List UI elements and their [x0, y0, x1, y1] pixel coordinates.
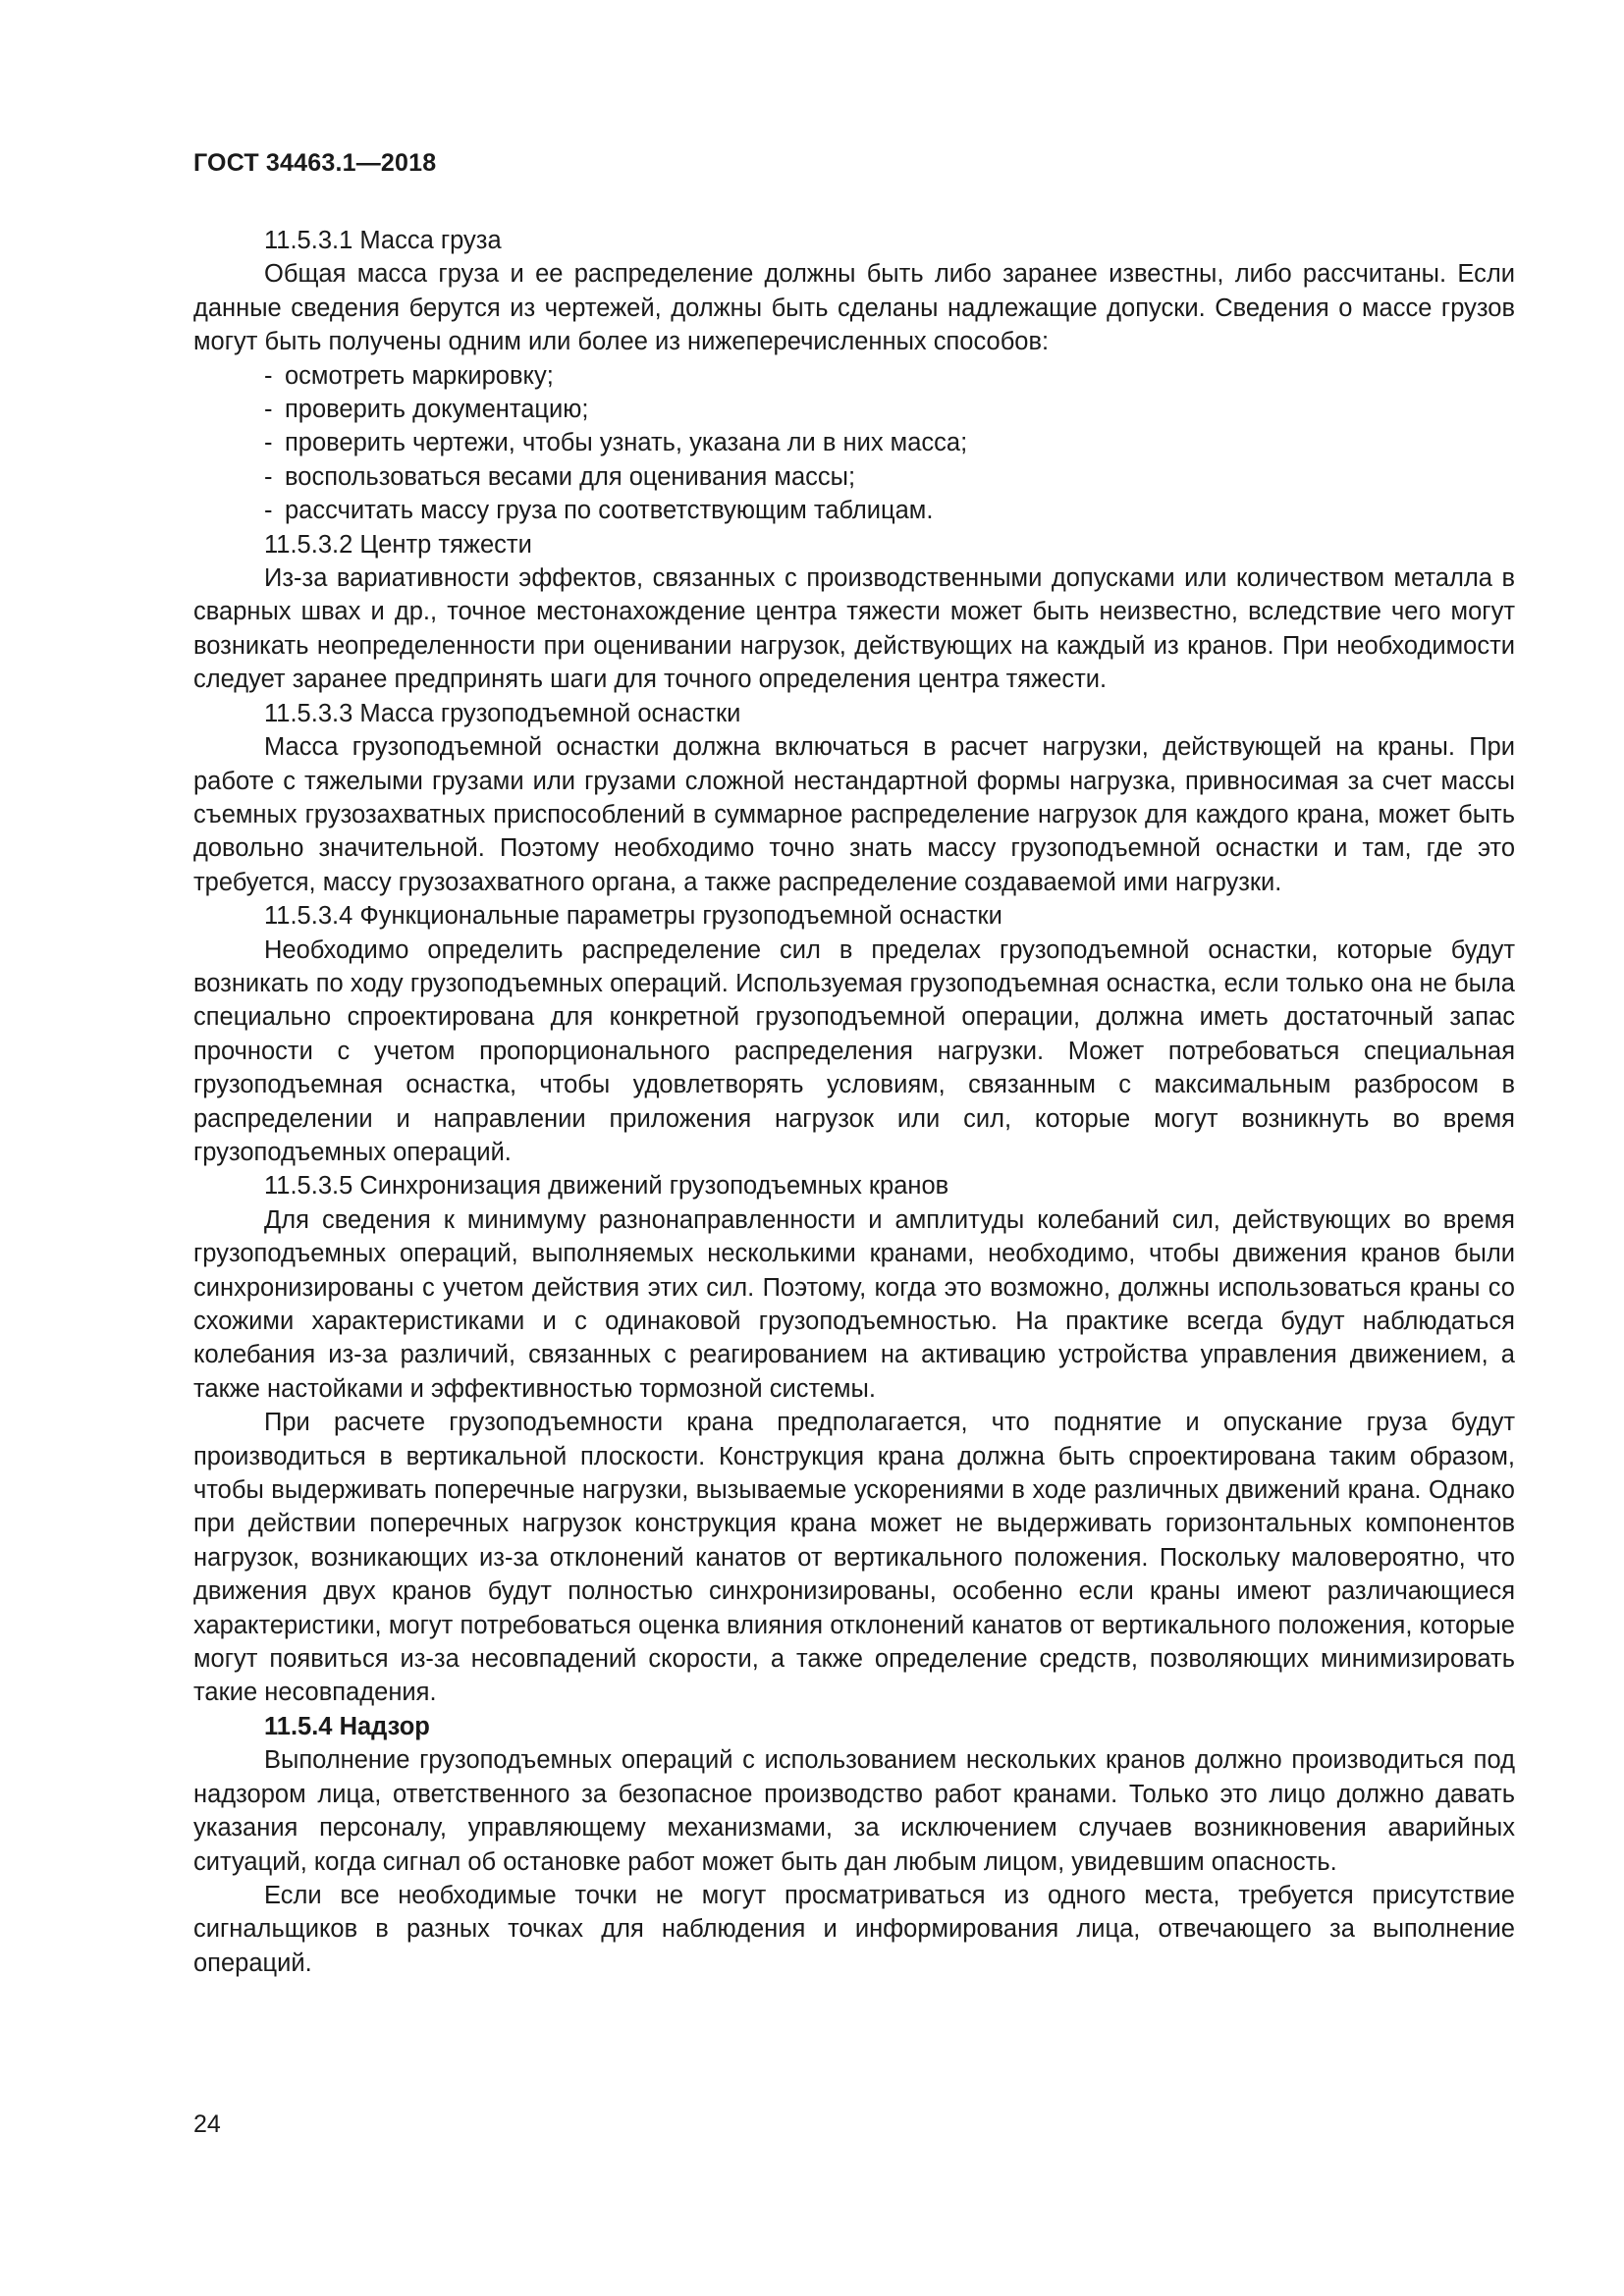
list-item: - проверить чертежи, чтобы узнать, указана ли в них масса; — [264, 429, 968, 457]
paragraph: Из-за вариативности эффектов, связанных с производственными допусками или количеством металла в сварных швах и др., точное местонахождение центра тяжести может быть неизвестно, вследствие чего могут возникать неопределенности при оценивании нагрузок, действующих на каждый из кранов. При необходимости следует заранее предпринять шаги для точного определения центра тяжести. — [193, 564, 1515, 694]
paragraph: Если все необходимые точки не могут просматриваться из одного места, требуется присутствие сигнальщиков в разных точках для наблюдения и информирования лица, отвечающего за выполнение операций. — [193, 1881, 1515, 1977]
list-item: - рассчитать массу груза по соответствующим таблицам. — [264, 497, 934, 525]
section-title-11-5-3-5: 11.5.3.5 Синхронизация движений грузоподъемных кранов — [264, 1172, 949, 1201]
document-code-header: ГОСТ 34463.1—2018 — [193, 149, 437, 177]
paragraph: Выполнение грузоподъемных операций с использованием нескольких кранов должно производиться под надзором лица, ответственного за безопасное производство работ кранами. Только это лицо должно давать указания персоналу, управляющему механизмами, за исключением случаев возникновения аварийных ситуаций, когда сигнал об остановке работ может быть дан любым лицом, увидевшим опасность. — [193, 1746, 1515, 1876]
list-item: - воспользоваться весами для оценивания массы; — [264, 462, 856, 491]
paragraph: Масса грузоподъемной оснастки должна включаться в расчет нагрузки, действующей на краны. При работе с тяжелыми грузами или грузами сложной нестандартной формы нагрузка, привносимая за счет массы съемных грузозахватных приспособлений в суммарное распределение нагрузок для каждого крана, может быть довольно значительной. Поэтому необходимо точно знать массу грузоподъемной оснастки и там, где это требуется, массу грузозахватного органа, а также распределение создаваемой ими нагрузки. — [193, 733, 1515, 896]
section-title-11-5-3-1: 11.5.3.1 Масса груза — [264, 227, 502, 254]
paragraph: Необходимо определить распределение сил в пределах грузоподъемной оснастки, которые будут возникать по ходу грузоподъемных операций. Используемая грузоподъемная оснастка, если только она не была специально спроектирована для конкретной грузоподъемной операции, должна иметь достаточный запас прочности с учетом пропорционального распределения нагрузки. Может потребоваться специальная грузоподъемная оснастка, чтобы удовлетворять условиям, связанным с максимальным разбросом в распределении и направлении приложения нагрузок или сил, которые могут возникнуть во время грузоподъемных операций. — [193, 935, 1515, 1166]
page-number: 24 — [193, 2110, 221, 2138]
section-title-11-5-3-2: 11.5.3.2 Центр тяжести — [264, 530, 532, 559]
paragraph: Общая масса груза и ее распределение должны быть либо заранее известны, либо рассчитаны. Если данные сведения берутся из чертежей, должны быть сделаны надлежащие допуски. Сведения о массе грузов могут быть получены одним или более из нижеперечисленных способов: — [193, 260, 1515, 356]
section-title-11-5-3-3: 11.5.3.3 Масса грузоподъемной оснастки — [264, 699, 741, 727]
list-item: - осмотреть маркировку; — [264, 361, 554, 390]
list-item: - проверить документацию; — [264, 396, 589, 424]
document-body — [193, 224, 1515, 1980]
paragraph: При расчете грузоподъемности крана предполагается, что поднятие и опускание груза будут производиться в вертикальной плоскости. Конструкция крана должна быть спроектирована таким образом, чтобы выдерживать поперечные нагрузки, вызываемые ускорениями в ходе различных движений крана. Однако при действии поперечных нагрузок конструкция крана может не выдерживать горизонтальных компонентов нагрузок, возникающих из-за отклонений канатов от вертикального положения. Поскольку маловероятно, что движения двух кранов будут полностью синхронизированы, особенно если краны имеют различающиеся характеристики, могут потребоваться оценка влияния отклонений канатов от вертикального положения, которые могут появиться из-за несовпадений скорости, а также определение средств, позволяющих минимизировать такие несовпадения. — [193, 1409, 1515, 1707]
paragraph: Для сведения к минимуму разнонаправленности и амплитуды колебаний сил, действующих во время грузоподъемных операций, выполняемых несколькими кранами, необходимо, чтобы движения кранов были синхронизированы с учетом действия этих сил. Поэтому, когда это возможно, должны использоваться краны со схожими характеристиками и с одинаковой грузоподъемностью. На практике всегда будут наблюдаться колебания из-за различий, связанных с реагированием на активацию устройства управления движением, а также настойками и эффективностью тормозной системы. — [193, 1205, 1515, 1403]
section-heading-11-5-4: 11.5.4 Надзор — [264, 1712, 430, 1740]
method-list — [193, 359, 1515, 528]
section-title-11-5-3-4: 11.5.3.4 Функциональные параметры грузоподъемной оснастки — [264, 902, 1002, 931]
